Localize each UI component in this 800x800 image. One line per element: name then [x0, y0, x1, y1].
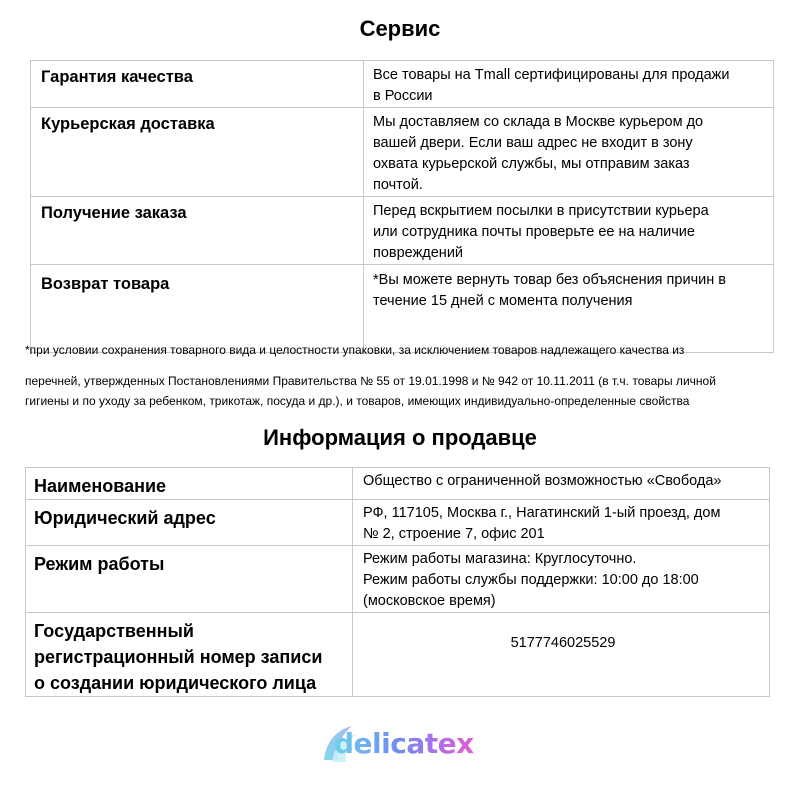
- value-line: почтой.: [373, 177, 423, 193]
- value-line: или сотрудника почты проверьте ее на наличие: [373, 224, 695, 240]
- key-line: Юридический адрес: [34, 508, 216, 528]
- table-row: [31, 108, 774, 197]
- row-key: Гарантия качества: [31, 61, 364, 108]
- table-row: [26, 468, 770, 500]
- row-key: [26, 546, 353, 613]
- logo-text: delicatex: [334, 727, 474, 760]
- key-line: Государственный: [34, 621, 194, 641]
- key-line: регистрационный номер записи: [34, 647, 323, 667]
- value-line: Мы доставляем со склада в Москве курьером до: [373, 114, 704, 130]
- footnote-line: гигиены и по уходу за ребенком, трикотаж, посуда и др.), и товаров, имеющих индивидуально-определенные свойства: [25, 394, 690, 408]
- value-line: Общество с ограниченной возможностью «Свобода»: [363, 473, 722, 489]
- row-key: Курьерская доставка: [31, 108, 364, 197]
- value-line: Режим работы магазина: Круглосуточно.: [363, 551, 637, 567]
- table-row: [31, 197, 774, 265]
- key-line: Режим работы: [34, 554, 165, 574]
- table-row: [31, 61, 774, 108]
- row-value: [364, 197, 774, 265]
- seller-table: [25, 467, 770, 697]
- table-row: [26, 500, 770, 546]
- footnote-line: перечней, утвержденных Постановлениями Правительства № 55 от 19.01.1998 и № 942 от 10.11.2011 (в т.ч. товары личной: [25, 374, 716, 388]
- seller-title: Информация о продавце: [263, 425, 537, 450]
- value-line: Режим работы службы поддержки: 10:00 до 18:00: [363, 572, 699, 588]
- value-line: течение 15 дней с момента получения: [373, 293, 633, 309]
- service-title: Сервис: [359, 16, 441, 41]
- row-key: [26, 500, 353, 546]
- table-row: [26, 613, 770, 697]
- registration-number: 5177746025529: [510, 635, 616, 651]
- key-line: Наименование: [34, 476, 167, 496]
- value-line: в России: [373, 88, 433, 104]
- row-key: Возврат товара: [31, 265, 364, 353]
- value-line: повреждений: [373, 245, 464, 261]
- value-line: охвата курьерской службы, мы отправим заказ: [373, 156, 690, 172]
- table-row: [26, 546, 770, 613]
- value-line: Все товары на Tmall сертифицированы для продажи: [373, 67, 730, 83]
- row-value: [353, 613, 770, 697]
- footnote-continued: [25, 371, 785, 411]
- row-value: [353, 468, 770, 500]
- service-table: [30, 60, 774, 353]
- value-line: (московское время): [363, 593, 496, 609]
- key-line: о создании юридического лица: [34, 673, 317, 693]
- row-value: [364, 108, 774, 197]
- row-value: [353, 546, 770, 613]
- row-value: [353, 500, 770, 546]
- value-line: вашей двери. Если ваш адрес не входит в зону: [373, 135, 693, 151]
- value-line: *Вы можете вернуть товар без объяснения причин в: [373, 272, 726, 288]
- row-key: [26, 613, 353, 697]
- row-value: [364, 61, 774, 108]
- row-key: Получение заказа: [31, 197, 364, 265]
- value-line: РФ, 117105, Москва г., Нагатинский 1-ый проезд, дом: [363, 505, 721, 521]
- value-line: Перед вскрытием посылки в присутствии курьера: [373, 203, 709, 219]
- value-line: № 2, строение 7, офис 201: [363, 526, 545, 542]
- row-key: [26, 468, 353, 500]
- footnote: *при условии сохранения товарного вида и целостности упаковки, за исключением товаров надлежащего качества из: [25, 343, 685, 357]
